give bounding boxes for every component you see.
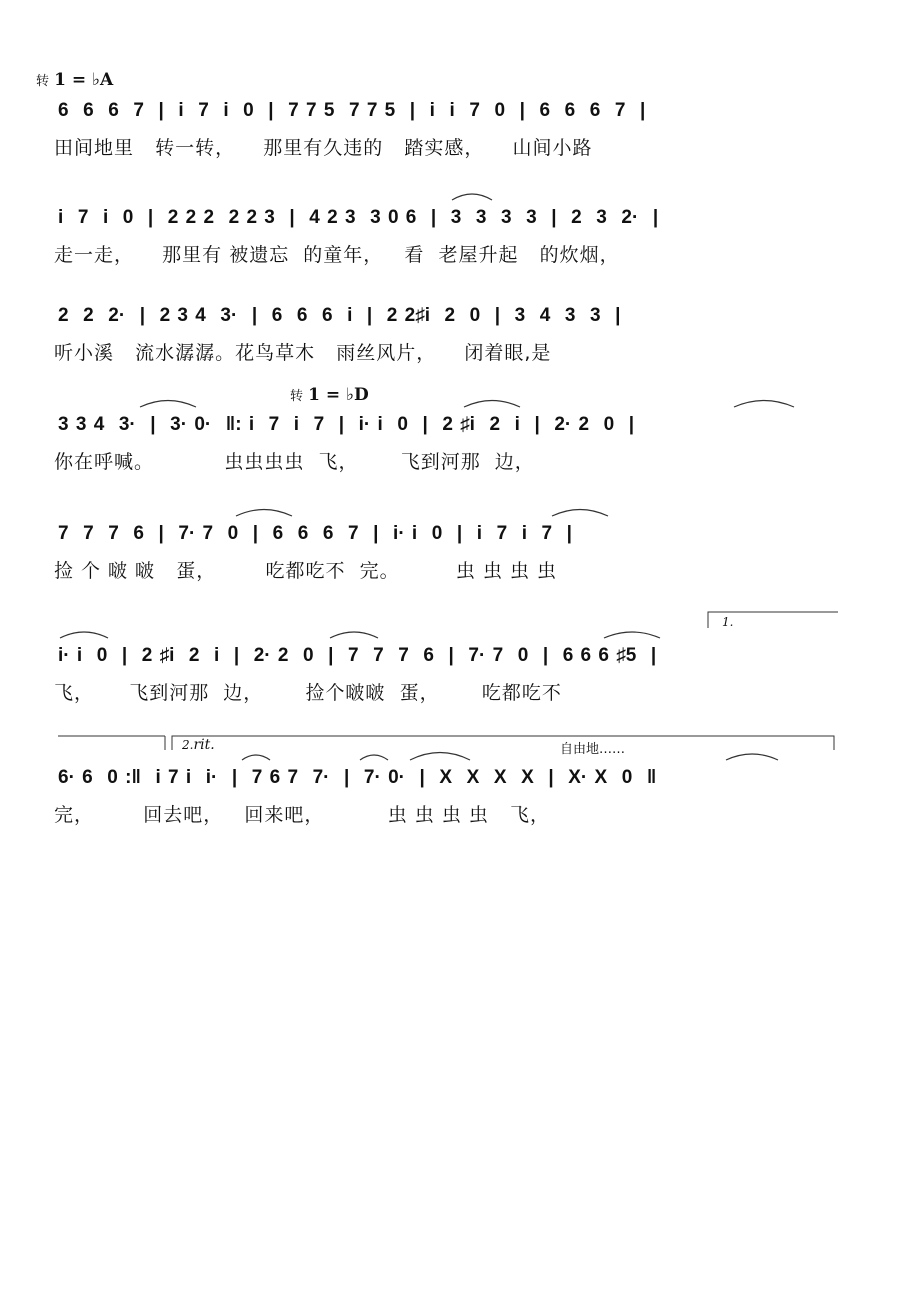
notes-line-4: 3 3 4 3· | 3· 0· ‖: i 7 i 7 | i· i 0 | 2 ♯i 2 i | 2· 2 0 | xyxy=(58,414,635,435)
notes-line-5: 7 7 7 6 | 7· 7 0 | 6 6 6 7 | i· i 0 | i 7 i 7 | xyxy=(58,523,572,544)
volta-1-label: 1. xyxy=(722,615,734,629)
notes-line-6: i· i 0 | 2 ♯i 2 i | 2· 2 0 | 7 7 7 6 | 7· 7 0 | 6 6 6 ♯5 | xyxy=(58,645,657,666)
slur xyxy=(452,194,492,200)
slur xyxy=(410,753,470,761)
slur xyxy=(734,401,794,408)
volta-1-bracket xyxy=(708,612,838,628)
slur xyxy=(236,510,292,517)
lyric-line-7: 完， 回去吧， 回来吧， 虫 虫 虫 虫 飞， xyxy=(54,804,550,826)
volta-2-bracket xyxy=(172,736,834,750)
lyric-line-1: 田间地里 转一转， 那里有久违的 踏实感， 山间小路 xyxy=(54,137,593,159)
lyric-line-4: 你在呼喊。 虫虫虫虫 飞， 飞到河那 边， xyxy=(54,451,535,473)
slur xyxy=(360,755,388,760)
notes-line-2: i 7 i 0 | 2 2 2 2 2 3 | 4 2 3 3 0 6 | 3 3 3 3 | 2 3 2· | xyxy=(58,207,659,228)
slur xyxy=(464,401,520,408)
slur xyxy=(604,632,660,638)
key-change-2: 转 1 = ♭D xyxy=(290,385,369,405)
lyric-line-2: 走一走， 那里有 被遗忘 的童年， 看 老屋升起 的炊烟， xyxy=(54,244,620,266)
free-tempo-marking: 自由地…… xyxy=(560,742,626,757)
key-change-1: 转 1 = ♭A xyxy=(36,70,114,90)
slur xyxy=(60,632,108,638)
notes-line-3: 2 2 2· | 2 3 4 3· | 6 6 6 i | 2 2♯i 2 0 | 3 4 3 3 | xyxy=(58,305,621,326)
lyric-line-3: 听小溪 流水潺潺。花鸟草木 雨丝风片， 闭着眼,是 xyxy=(54,342,552,364)
slur xyxy=(726,754,778,760)
slur xyxy=(552,510,608,517)
slur xyxy=(330,632,378,638)
slur xyxy=(140,401,196,408)
lyric-line-6: 飞， 飞到河那 边， 捡个啵啵 蛋， 吃都吃不 xyxy=(54,682,562,704)
notes-line-7: 6· 6 0 :‖ i 7 i i· | 7 6 7 7· | 7· 0· | X X X X | X· X 0 ‖ xyxy=(58,767,657,788)
volta-2-label: 2.rit. xyxy=(182,737,215,753)
lyric-line-5: 捡 个 啵 啵 蛋， 吃都吃不 完。 虫 虫 虫 虫 xyxy=(54,560,558,582)
slur xyxy=(242,755,270,760)
notes-line-1: 6 6 6 7 | i 7 i 0 | 7 7 5 7 7 5 | i i 7 0 | 6 6 6 7 | xyxy=(58,100,646,121)
